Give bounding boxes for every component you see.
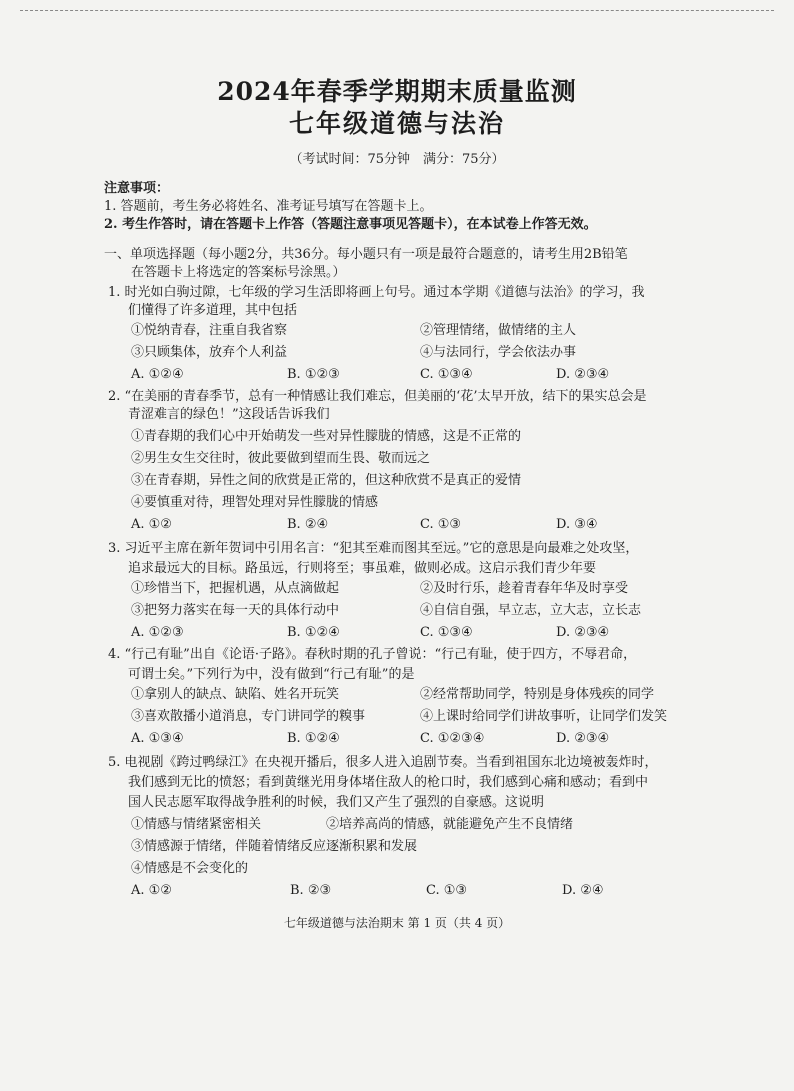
question-3-item: ④自信自强，早立志，立大志，立长志 [420,603,642,618]
question-5-choice-d[interactable]: D. ②④ [562,883,604,898]
notice-heading: 注意事项： [104,181,170,196]
question-5-item: ③情感源于情绪，伴随着情绪反应逐渐积累和发展 [131,839,418,854]
question-3-choice-a[interactable]: A. ①②③ [131,625,184,640]
question-1-item: ①悦纳青春，注重自我省察 [131,323,288,338]
question-5-stem-cont: 国人民志愿军取得战争胜利的时候，我们又产生了强烈的自豪感。这说明 [128,795,545,810]
question-1-stem: 1. 时光如白驹过隙，七年级的学习生活即将画上句号。通过本学期《道德与法治》的学习，我 [108,285,645,300]
question-1-choice-c[interactable]: C. ①③④ [420,367,473,382]
question-5-item: ②培养高尚的情感，就能避免产生不良情绪 [326,817,574,832]
question-2-choice-a[interactable]: A. ①② [131,517,172,532]
question-3-item: ③把努力落实在每一天的具体行动中 [131,603,340,618]
question-5-choice-c[interactable]: C. ①③ [426,883,468,898]
question-2-item: ②男生女生交往时，彼此要做到望而生畏、敬而远之 [131,451,431,466]
question-1-item: ③只顾集体，放弃个人利益 [131,345,288,360]
question-3-choice-c[interactable]: C. ①③④ [420,625,473,640]
question-1-stem-cont: 们懂得了许多道理，其中包括 [128,303,298,318]
question-3-choice-b[interactable]: B. ①②④ [287,625,340,640]
question-3-item: ②及时行乐，趁着青春年华及时享受 [420,581,629,596]
question-4-stem: 4. “行己有耻”出自《论语·子路》。春秋时期的孔子曾说：“行己有耻，使于四方，不辱君命， [108,647,637,662]
page-footer: 七年级道德与法治期末 第 1 页（共 4 页） [283,916,511,930]
question-4-choice-d[interactable]: D. ②③④ [556,731,610,746]
question-2-choice-b[interactable]: B. ②④ [287,517,329,532]
section-heading-cont: 在答题卡上将选定的答案标号涂黑。） [131,265,346,280]
question-2-stem-cont: 青涩难言的绿色！”这段话告诉我们 [128,407,330,422]
exam-subject: 七年级道德与法治 [288,109,505,138]
question-4-item: ③喜欢散播小道消息，专门讲同学的糗事 [131,709,366,724]
question-4-choice-b[interactable]: B. ①②④ [287,731,340,746]
notice-item-1: 1. 答题前，考生务必将姓名、准考证号填写在答题卡上。 [104,199,433,214]
question-1-item: ④与法同行，学会依法办事 [420,345,577,360]
question-3-choice-d[interactable]: D. ②③④ [556,625,610,640]
question-1-choice-d[interactable]: D. ②③④ [556,367,610,382]
exam-title: 2024年春季学期期末质量监测 [217,77,577,106]
question-1-item: ②管理情绪，做情绪的主人 [420,323,577,338]
question-4-choice-c[interactable]: C. ①②③④ [420,731,485,746]
question-5-stem-cont: 我们感到无比的愤怒；看到黄继光用身体堵住敌人的枪口时，我们感到心痛和感动；看到中 [128,775,649,790]
question-5-choice-a[interactable]: A. ①② [131,883,172,898]
question-5-item: ①情感与情绪紧密相关 [131,817,262,832]
question-1-choice-b[interactable]: B. ①②③ [287,367,340,382]
question-2-choice-d[interactable]: D. ③④ [556,517,598,532]
notice-item-2: 2. 考生作答时，请在答题卡上作答（答题注意事项见答题卡），在本试卷上作答无效。 [104,217,597,232]
section-heading: 一、单项选择题（每小题2分，共36分。每小题只有一项是最符合题意的，请考生用2B铅笔 [104,247,628,262]
question-2-stem: 2. “在美丽的青春季节，总有一种情感让我们难忘，但美丽的‘花’太早开放，结下的果实总会是 [108,389,647,404]
top-divider [20,10,774,11]
question-2-item: ①青春期的我们心中开始萌发一些对异性朦胧的情感，这是不正常的 [131,429,522,444]
question-3-item: ①珍惜当下，把握机遇，从点滴做起 [131,581,340,596]
question-4-stem-cont: 可谓士矣。”下列行为中，没有做到“行己有耻”的是 [128,667,415,682]
question-5-choice-b[interactable]: B. ②③ [290,883,332,898]
question-4-item: ④上课时给同学们讲故事听，让同学们发笑 [420,709,668,724]
question-3-stem: 3. 习近平主席在新年贺词中引用名言：“犯其至难而图其至远。”它的意思是向最难之处攻坚， [108,541,639,556]
question-2-item: ④要慎重对待，理智处理对异性朦胧的情感 [131,495,379,510]
question-2-item: ③在青春期，异性之间的欣赏是正常的，但这种欣赏不是真正的爱情 [131,473,522,488]
question-1-choice-a[interactable]: A. ①②④ [131,367,184,382]
question-4-choice-a[interactable]: A. ①③④ [131,731,184,746]
question-5-item: ④情感是不会变化的 [131,861,249,876]
exam-info: （考试时间：75分钟 满分：75分） [289,152,505,167]
question-3-stem-cont: 追求最远大的目标。路虽远，行则将至；事虽难，做则必成。这启示我们青少年要 [128,561,597,576]
question-4-item: ②经常帮助同学，特别是身体残疾的同学 [420,687,655,702]
question-2-choice-c[interactable]: C. ①③ [420,517,462,532]
question-5-stem: 5. 电视剧《跨过鸭绿江》在央视开播后，很多人进入追剧节奏。当看到祖国东北边境被轰炸时， [108,755,658,770]
question-4-item: ①拿别人的缺点、缺陷、姓名开玩笑 [131,687,340,702]
